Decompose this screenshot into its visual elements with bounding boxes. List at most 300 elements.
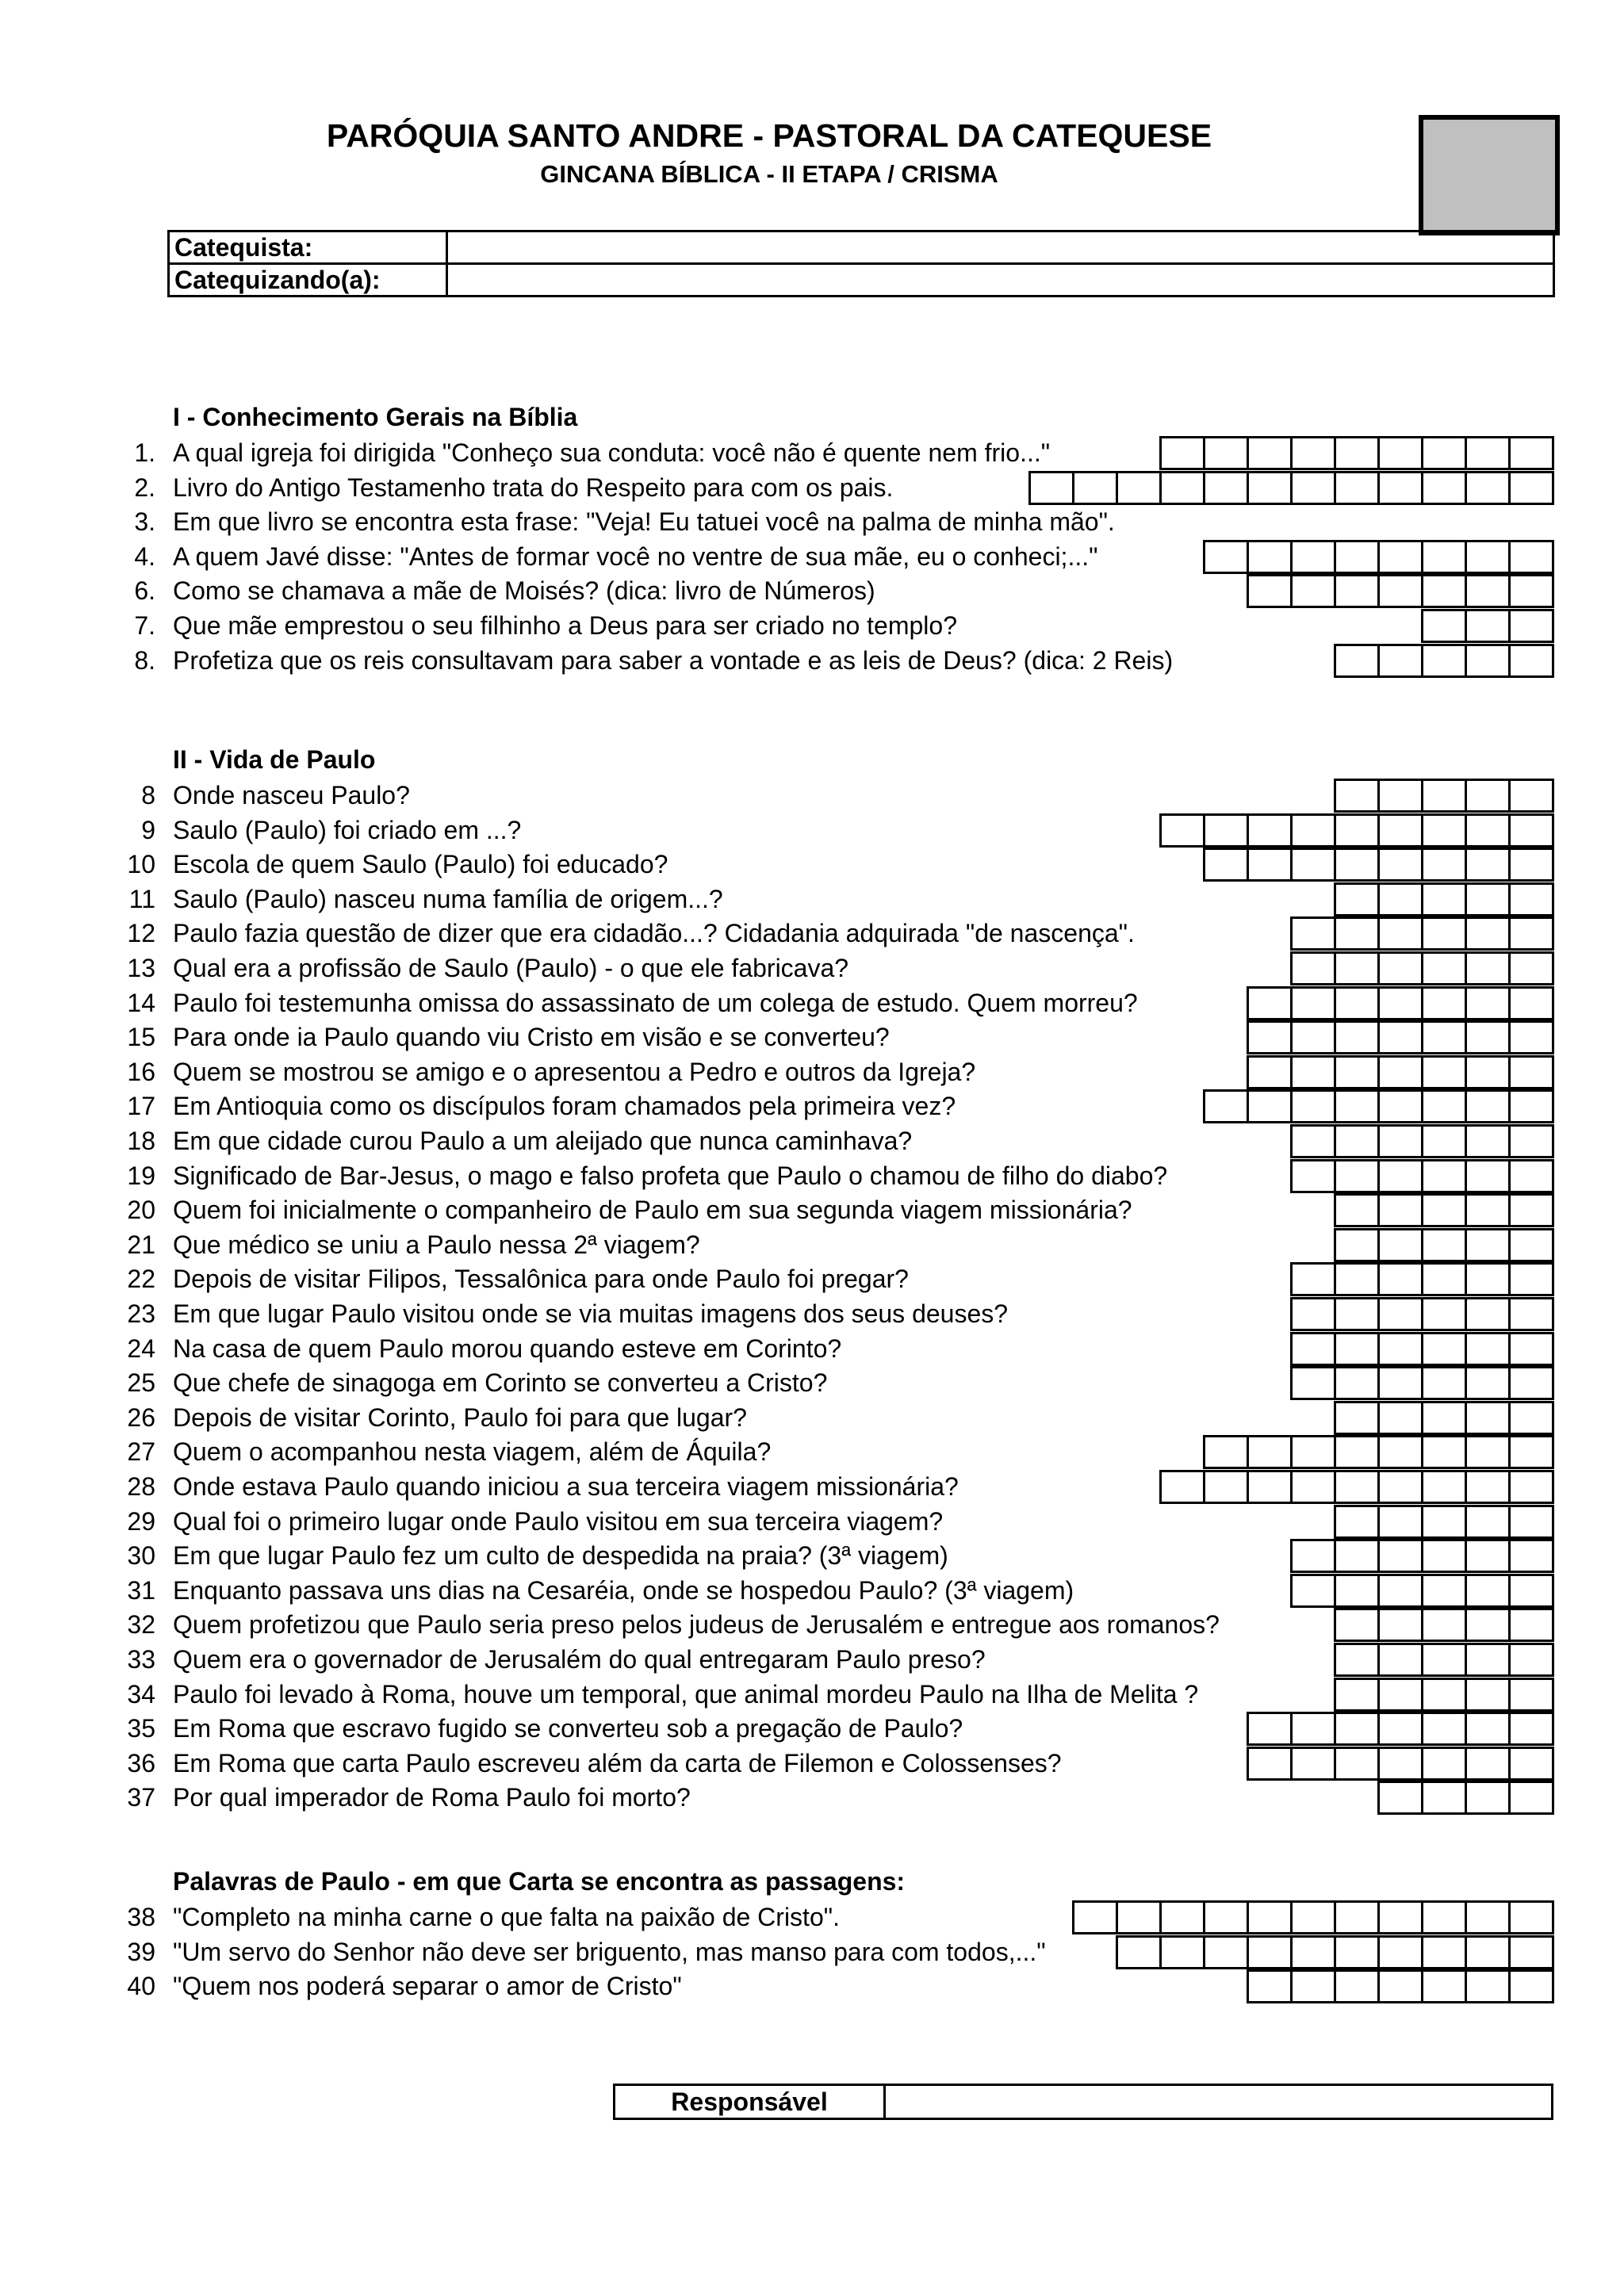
answer-letter-box[interactable] <box>1205 471 1249 505</box>
answer-letter-box[interactable] <box>1336 1401 1380 1435</box>
answer-letter-box[interactable] <box>1423 1401 1467 1435</box>
answer-letter-box[interactable] <box>1336 1900 1380 1934</box>
answer-letter-box[interactable] <box>1467 1401 1511 1435</box>
answer-letter-box[interactable] <box>1380 916 1423 951</box>
question-row <box>0 1747 1624 1781</box>
question-row <box>0 540 1624 574</box>
answer-grid <box>1247 1969 1554 2003</box>
answer-letter-box[interactable] <box>1336 574 1380 608</box>
answer-letter-box[interactable] <box>1336 1505 1380 1539</box>
answer-letter-box[interactable] <box>1467 951 1511 985</box>
answer-letter-box[interactable] <box>1511 1900 1554 1934</box>
answer-letter-box[interactable] <box>1467 1935 1511 1969</box>
answer-letter-box[interactable] <box>1467 540 1511 574</box>
answer-letter-box[interactable] <box>1380 779 1423 813</box>
answer-letter-box[interactable] <box>1380 436 1423 470</box>
answer-letter-box[interactable] <box>1467 1435 1511 1469</box>
answer-letter-box[interactable] <box>1293 540 1336 574</box>
answer-letter-box[interactable] <box>1380 1159 1423 1193</box>
answer-letter-box[interactable] <box>1336 471 1380 505</box>
answer-letter-box[interactable] <box>1423 1969 1467 2003</box>
answer-letter-box[interactable] <box>1249 1712 1293 1746</box>
answer-letter-box[interactable] <box>1336 1935 1380 1969</box>
answer-letter-box[interactable] <box>1249 1900 1293 1934</box>
answer-letter-box[interactable] <box>1423 916 1467 951</box>
answer-letter-box[interactable] <box>1380 1435 1423 1469</box>
answer-letter-box[interactable] <box>1467 609 1511 643</box>
answer-letter-box[interactable] <box>1293 1124 1336 1158</box>
question-number: 2. <box>134 473 155 502</box>
question-row <box>0 951 1624 985</box>
answer-letter-box[interactable] <box>1293 1470 1336 1504</box>
answer-letter-box[interactable] <box>1423 1020 1467 1054</box>
answer-letter-box[interactable] <box>1336 1228 1380 1262</box>
answer-letter-box[interactable] <box>1511 1297 1554 1331</box>
question-text: Quem o acompanhou nesta viagem, além de Áquila? <box>173 1437 772 1467</box>
answer-letter-box[interactable] <box>1336 1366 1380 1400</box>
answer-letter-box[interactable] <box>1467 1781 1511 1815</box>
answer-letter-box[interactable] <box>1336 986 1380 1020</box>
answer-letter-box[interactable] <box>1467 436 1511 470</box>
answer-letter-box[interactable] <box>1380 1781 1423 1815</box>
answer-grid <box>1334 1193 1554 1227</box>
question-text: Na casa de quem Paulo morou quando esteve em Corinto? <box>173 1334 842 1363</box>
answer-letter-box[interactable] <box>1336 1470 1380 1504</box>
answer-letter-box[interactable] <box>1423 813 1467 848</box>
answer-letter-box[interactable] <box>1336 1678 1380 1712</box>
answer-letter-box[interactable] <box>1467 1643 1511 1677</box>
question-number: 17 <box>127 1092 155 1121</box>
answer-letter-box[interactable] <box>1205 436 1249 470</box>
answer-letter-box[interactable] <box>1336 1574 1380 1608</box>
answer-grid <box>1203 1089 1554 1123</box>
answer-letter-box[interactable] <box>1423 1935 1467 1969</box>
answer-letter-box[interactable] <box>1249 1969 1293 2003</box>
answer-letter-box[interactable] <box>1423 1747 1467 1781</box>
answer-letter-box[interactable] <box>1511 644 1554 678</box>
answer-letter-box[interactable] <box>1380 813 1423 848</box>
question-number: 27 <box>127 1437 155 1467</box>
answer-letter-box[interactable] <box>1467 813 1511 848</box>
answer-letter-box[interactable] <box>1336 813 1380 848</box>
answer-letter-box[interactable] <box>1423 471 1467 505</box>
answer-letter-box[interactable] <box>1511 1969 1554 2003</box>
answer-letter-box[interactable] <box>1423 1366 1467 1400</box>
answer-letter-box[interactable] <box>1467 1193 1511 1227</box>
answer-letter-box[interactable] <box>1380 1020 1423 1054</box>
answer-letter-box[interactable] <box>1380 1228 1423 1262</box>
answer-letter-box[interactable] <box>1423 1193 1467 1227</box>
answer-letter-box[interactable] <box>1467 1539 1511 1573</box>
answer-letter-box[interactable] <box>1423 574 1467 608</box>
answer-letter-box[interactable] <box>1467 1159 1511 1193</box>
answer-letter-box[interactable] <box>1423 1781 1467 1815</box>
question-number: 19 <box>127 1161 155 1190</box>
answer-letter-box[interactable] <box>1467 1608 1511 1642</box>
answer-letter-box[interactable] <box>1205 813 1249 848</box>
answer-letter-box[interactable] <box>1118 1935 1162 1969</box>
answer-letter-box[interactable] <box>1511 1747 1554 1781</box>
answer-letter-box[interactable] <box>1423 1643 1467 1677</box>
answer-letter-box[interactable] <box>1249 436 1293 470</box>
answer-letter-box[interactable] <box>1511 1366 1554 1400</box>
answer-letter-box[interactable] <box>1467 1470 1511 1504</box>
answer-letter-box[interactable] <box>1293 1297 1336 1331</box>
answer-letter-box[interactable] <box>1380 540 1423 574</box>
answer-letter-box[interactable] <box>1511 436 1554 470</box>
answer-letter-box[interactable] <box>1293 813 1336 848</box>
question-row <box>0 1470 1624 1504</box>
answer-letter-box[interactable] <box>1118 471 1162 505</box>
answer-grid <box>1159 1470 1554 1504</box>
answer-letter-box[interactable] <box>1293 1969 1336 2003</box>
answer-letter-box[interactable] <box>1336 1712 1380 1746</box>
answer-letter-box[interactable] <box>1511 574 1554 608</box>
answer-letter-box[interactable] <box>1511 1193 1554 1227</box>
answer-letter-box[interactable] <box>1380 644 1423 678</box>
answer-letter-box[interactable] <box>1336 1159 1380 1193</box>
answer-letter-box[interactable] <box>1336 1124 1380 1158</box>
answer-letter-box[interactable] <box>1293 1935 1336 1969</box>
answer-letter-box[interactable] <box>1423 644 1467 678</box>
answer-letter-box[interactable] <box>1511 1781 1554 1815</box>
answer-letter-box[interactable] <box>1293 1712 1336 1746</box>
answer-letter-box[interactable] <box>1467 1089 1511 1123</box>
answer-letter-box[interactable] <box>1293 1435 1336 1469</box>
answer-letter-box[interactable] <box>1249 471 1293 505</box>
section-title: II - Vida de Paulo <box>173 745 376 774</box>
answer-letter-box[interactable] <box>1467 644 1511 678</box>
responsavel-field[interactable] <box>885 2085 1553 2119</box>
answer-letter-box[interactable] <box>1423 1435 1467 1469</box>
answer-letter-box[interactable] <box>1380 1297 1423 1331</box>
answer-letter-box[interactable] <box>1293 1159 1336 1193</box>
answer-letter-box[interactable] <box>1380 471 1423 505</box>
answer-letter-box[interactable] <box>1293 986 1336 1020</box>
answer-letter-box[interactable] <box>1380 1124 1423 1158</box>
answer-letter-box[interactable] <box>1511 1435 1554 1469</box>
answer-letter-box[interactable] <box>1336 540 1380 574</box>
answer-letter-box[interactable] <box>1249 986 1293 1020</box>
question-row <box>0 644 1624 678</box>
answer-letter-box[interactable] <box>1511 1159 1554 1193</box>
answer-letter-box[interactable] <box>1380 986 1423 1020</box>
question-number: 14 <box>127 988 155 1017</box>
answer-letter-box[interactable] <box>1511 916 1554 951</box>
answer-letter-box[interactable] <box>1336 779 1380 813</box>
answer-letter-box[interactable] <box>1336 951 1380 985</box>
catequizando-field[interactable] <box>447 264 1554 297</box>
answer-letter-box[interactable] <box>1293 1332 1336 1366</box>
answer-letter-box[interactable] <box>1293 916 1336 951</box>
answer-letter-box[interactable] <box>1511 1712 1554 1746</box>
answer-letter-box[interactable] <box>1205 1435 1249 1469</box>
answer-letter-box[interactable] <box>1205 540 1249 574</box>
answer-letter-box[interactable] <box>1293 1539 1336 1573</box>
answer-letter-box[interactable] <box>1336 1435 1380 1469</box>
question-row <box>0 1228 1624 1262</box>
answer-letter-box[interactable] <box>1249 1089 1293 1123</box>
answer-letter-box[interactable] <box>1336 1193 1380 1227</box>
answer-letter-box[interactable] <box>1511 540 1554 574</box>
answer-letter-box[interactable] <box>1336 436 1380 470</box>
page-title: PARÓQUIA SANTO ANDRE - PASTORAL DA CATEQUESE <box>326 117 1212 154</box>
answer-letter-box[interactable] <box>1467 1262 1511 1296</box>
answer-letter-box[interactable] <box>1293 574 1336 608</box>
answer-letter-box[interactable] <box>1380 882 1423 916</box>
answer-letter-box[interactable] <box>1336 1747 1380 1781</box>
answer-letter-box[interactable] <box>1380 1401 1423 1435</box>
answer-letter-box[interactable] <box>1467 1900 1511 1934</box>
answer-letter-box[interactable] <box>1511 1505 1554 1539</box>
question-number: 31 <box>127 1575 155 1605</box>
answer-letter-box[interactable] <box>1205 1089 1249 1123</box>
answer-letter-box[interactable] <box>1511 1401 1554 1435</box>
answer-letter-box[interactable] <box>1511 1678 1554 1712</box>
answer-letter-box[interactable] <box>1467 916 1511 951</box>
answer-letter-box[interactable] <box>1423 848 1467 882</box>
answer-letter-box[interactable] <box>1074 1900 1118 1934</box>
answer-letter-box[interactable] <box>1423 436 1467 470</box>
answer-letter-box[interactable] <box>1380 1366 1423 1400</box>
answer-letter-box[interactable] <box>1423 1678 1467 1712</box>
answer-grid <box>1247 574 1554 608</box>
question-row <box>0 1089 1624 1123</box>
question-row <box>0 1781 1624 1815</box>
answer-letter-box[interactable] <box>1380 574 1423 608</box>
answer-letter-box[interactable] <box>1162 436 1205 470</box>
answer-letter-box[interactable] <box>1249 1055 1293 1089</box>
answer-letter-box[interactable] <box>1423 1712 1467 1746</box>
answer-letter-box[interactable] <box>1423 1124 1467 1158</box>
answer-letter-box[interactable] <box>1423 1228 1467 1262</box>
answer-letter-box[interactable] <box>1293 1055 1336 1089</box>
answer-letter-box[interactable] <box>1336 1297 1380 1331</box>
answer-letter-box[interactable] <box>1423 1297 1467 1331</box>
answer-letter-box[interactable] <box>1336 1539 1380 1573</box>
answer-letter-box[interactable] <box>1423 609 1467 643</box>
answer-letter-box[interactable] <box>1467 1124 1511 1158</box>
answer-letter-box[interactable] <box>1511 1935 1554 1969</box>
answer-letter-box[interactable] <box>1293 1747 1336 1781</box>
answer-grid <box>1203 540 1554 574</box>
answer-letter-box[interactable] <box>1249 1470 1293 1504</box>
answer-letter-box[interactable] <box>1511 1332 1554 1366</box>
answer-letter-box[interactable] <box>1205 848 1249 882</box>
answer-letter-box[interactable] <box>1336 1643 1380 1677</box>
answer-letter-box[interactable] <box>1380 1332 1423 1366</box>
answer-letter-box[interactable] <box>1293 1900 1336 1934</box>
answer-letter-box[interactable] <box>1380 1747 1423 1781</box>
answer-letter-box[interactable] <box>1118 1900 1162 1934</box>
answer-letter-box[interactable] <box>1423 1900 1467 1934</box>
answer-letter-box[interactable] <box>1205 1470 1249 1504</box>
answer-letter-box[interactable] <box>1511 1055 1554 1089</box>
answer-letter-box[interactable] <box>1511 1228 1554 1262</box>
catequista-field[interactable] <box>447 232 1554 264</box>
answer-letter-box[interactable] <box>1074 471 1118 505</box>
answer-letter-box[interactable] <box>1423 1574 1467 1608</box>
answer-letter-box[interactable] <box>1511 1470 1554 1504</box>
answer-letter-box[interactable] <box>1467 1297 1511 1331</box>
answer-letter-box[interactable] <box>1511 1089 1554 1123</box>
answer-letter-box[interactable] <box>1423 1262 1467 1296</box>
answer-letter-box[interactable] <box>1336 644 1380 678</box>
answer-letter-box[interactable] <box>1249 1747 1293 1781</box>
answer-letter-box[interactable] <box>1467 1574 1511 1608</box>
answer-letter-box[interactable] <box>1293 1089 1336 1123</box>
answer-letter-box[interactable] <box>1336 848 1380 882</box>
answer-letter-box[interactable] <box>1380 1539 1423 1573</box>
answer-grid <box>1334 1228 1554 1262</box>
question-text: A quem Javé disse: "Antes de formar você no ventre de sua mãe, eu o conheci;..." <box>173 541 1098 571</box>
answer-letter-box[interactable] <box>1467 1332 1511 1366</box>
answer-letter-box[interactable] <box>1293 471 1336 505</box>
answer-letter-box[interactable] <box>1511 471 1554 505</box>
question-row <box>0 1159 1624 1193</box>
answer-letter-box[interactable] <box>1293 951 1336 985</box>
answer-letter-box[interactable] <box>1380 1712 1423 1746</box>
answer-letter-box[interactable] <box>1423 882 1467 916</box>
answer-letter-box[interactable] <box>1380 1055 1423 1089</box>
question-row <box>0 813 1624 848</box>
answer-letter-box[interactable] <box>1467 1020 1511 1054</box>
question-text: Em Roma que carta Paulo escreveu além da carta de Filemon e Colossenses? <box>173 1748 1062 1777</box>
answer-letter-box[interactable] <box>1423 986 1467 1020</box>
answer-letter-box[interactable] <box>1423 1608 1467 1642</box>
answer-letter-box[interactable] <box>1423 1055 1467 1089</box>
answer-letter-box[interactable] <box>1380 1470 1423 1504</box>
answer-letter-box[interactable] <box>1205 1900 1249 1934</box>
answer-letter-box[interactable] <box>1380 1193 1423 1227</box>
answer-letter-box[interactable] <box>1293 1020 1336 1054</box>
answer-letter-box[interactable] <box>1249 1935 1293 1969</box>
answer-letter-box[interactable] <box>1511 882 1554 916</box>
answer-letter-box[interactable] <box>1380 1643 1423 1677</box>
answer-letter-box[interactable] <box>1336 1055 1380 1089</box>
answer-letter-box[interactable] <box>1511 848 1554 882</box>
answer-letter-box[interactable] <box>1467 1747 1511 1781</box>
answer-letter-box[interactable] <box>1162 813 1205 848</box>
answer-letter-box[interactable] <box>1336 1608 1380 1642</box>
answer-letter-box[interactable] <box>1511 779 1554 813</box>
answer-letter-box[interactable] <box>1467 1505 1511 1539</box>
answer-letter-box[interactable] <box>1162 1935 1205 1969</box>
answer-letter-box[interactable] <box>1249 540 1293 574</box>
answer-letter-box[interactable] <box>1423 1505 1467 1539</box>
answer-letter-box[interactable] <box>1511 813 1554 848</box>
answer-grid <box>1334 644 1554 678</box>
answer-letter-box[interactable] <box>1467 574 1511 608</box>
answer-letter-box[interactable] <box>1293 1262 1336 1296</box>
answer-letter-box[interactable] <box>1380 951 1423 985</box>
answer-letter-box[interactable] <box>1467 1678 1511 1712</box>
answer-letter-box[interactable] <box>1423 1159 1467 1193</box>
answer-letter-box[interactable] <box>1423 1089 1467 1123</box>
question-text: Livro do Antigo Testamenho trata do Respeito para com os pais. <box>173 473 894 502</box>
answer-letter-box[interactable] <box>1293 1366 1336 1400</box>
answer-grid <box>1247 986 1554 1020</box>
answer-letter-box[interactable] <box>1511 1574 1554 1608</box>
answer-letter-box[interactable] <box>1423 1539 1467 1573</box>
answer-letter-box[interactable] <box>1162 471 1205 505</box>
answer-letter-box[interactable] <box>1467 1366 1511 1400</box>
answer-letter-box[interactable] <box>1249 574 1293 608</box>
answer-letter-box[interactable] <box>1511 951 1554 985</box>
answer-letter-box[interactable] <box>1380 848 1423 882</box>
answer-letter-box[interactable] <box>1467 1969 1511 2003</box>
answer-letter-box[interactable] <box>1511 1262 1554 1296</box>
answer-letter-box[interactable] <box>1249 1020 1293 1054</box>
answer-letter-box[interactable] <box>1511 1124 1554 1158</box>
answer-letter-box[interactable] <box>1467 1055 1511 1089</box>
answer-letter-box[interactable] <box>1467 848 1511 882</box>
answer-letter-box[interactable] <box>1336 1089 1380 1123</box>
answer-letter-box[interactable] <box>1162 1900 1205 1934</box>
question-row <box>0 1332 1624 1366</box>
answer-letter-box[interactable] <box>1380 1678 1423 1712</box>
answer-letter-box[interactable] <box>1380 1900 1423 1934</box>
answer-letter-box[interactable] <box>1162 1470 1205 1504</box>
answer-letter-box[interactable] <box>1423 540 1467 574</box>
question-number: 22 <box>127 1265 155 1294</box>
answer-letter-box[interactable] <box>1336 1262 1380 1296</box>
answer-letter-box[interactable] <box>1511 986 1554 1020</box>
answer-letter-box[interactable] <box>1380 1935 1423 1969</box>
question-number: 26 <box>127 1402 155 1432</box>
answer-letter-box[interactable] <box>1511 1643 1554 1677</box>
answer-letter-box[interactable] <box>1423 1332 1467 1366</box>
question-text: "Um servo do Senhor não deve ser briguento, mas manso para com todos,..." <box>173 1937 1046 1966</box>
question-row <box>0 1297 1624 1331</box>
answer-letter-box[interactable] <box>1336 1969 1380 2003</box>
answer-letter-box[interactable] <box>1423 951 1467 985</box>
answer-letter-box[interactable] <box>1380 1505 1423 1539</box>
answer-letter-box[interactable] <box>1336 1020 1380 1054</box>
answer-letter-box[interactable] <box>1511 1608 1554 1642</box>
answer-letter-box[interactable] <box>1467 986 1511 1020</box>
answer-letter-box[interactable] <box>1511 609 1554 643</box>
answer-letter-box[interactable] <box>1511 1539 1554 1573</box>
answer-letter-box[interactable] <box>1293 848 1336 882</box>
answer-letter-box[interactable] <box>1336 882 1380 916</box>
answer-letter-box[interactable] <box>1031 471 1074 505</box>
answer-letter-box[interactable] <box>1336 916 1380 951</box>
answer-letter-box[interactable] <box>1423 779 1467 813</box>
answer-letter-box[interactable] <box>1423 1470 1467 1504</box>
answer-letter-box[interactable] <box>1467 779 1511 813</box>
answer-letter-box[interactable] <box>1249 848 1293 882</box>
answer-letter-box[interactable] <box>1293 436 1336 470</box>
answer-letter-box[interactable] <box>1380 1262 1423 1296</box>
question-text: Paulo fazia questão de dizer que era cidadão...? Cidadania adquirada "de nascença". <box>173 919 1135 948</box>
answer-letter-box[interactable] <box>1380 1608 1423 1642</box>
answer-letter-box[interactable] <box>1467 882 1511 916</box>
answer-letter-box[interactable] <box>1205 1935 1249 1969</box>
answer-letter-box[interactable] <box>1380 1089 1423 1123</box>
answer-grid <box>1334 882 1554 916</box>
answer-letter-box[interactable] <box>1380 1574 1423 1608</box>
answer-letter-box[interactable] <box>1380 1969 1423 2003</box>
answer-letter-box[interactable] <box>1249 1435 1293 1469</box>
answer-letter-box[interactable] <box>1467 1712 1511 1746</box>
answer-letter-box[interactable] <box>1249 813 1293 848</box>
answer-letter-box[interactable] <box>1467 471 1511 505</box>
answer-letter-box[interactable] <box>1336 1332 1380 1366</box>
answer-letter-box[interactable] <box>1293 1574 1336 1608</box>
answer-letter-box[interactable] <box>1467 1228 1511 1262</box>
answer-letter-box[interactable] <box>1511 1020 1554 1054</box>
